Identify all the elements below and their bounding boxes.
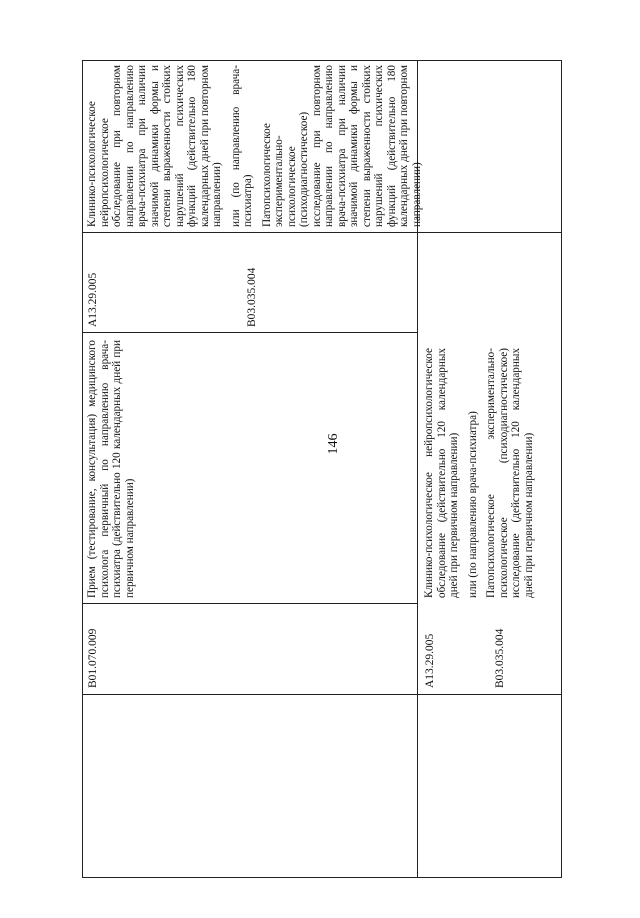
row2-description-item-3: Патопсихологическое экспериментально-психологическое (психодиагностическое) исследование (действительно 120 календарных дней при первичном направлении): [485, 348, 535, 598]
row1-code: B01.070.009: [87, 628, 99, 688]
column-divider-4: [82, 232, 562, 233]
row1-subcode-1: A13.29.005: [87, 272, 99, 327]
row2-description: [423, 348, 541, 598]
row1-description-item-3: Патопсихологическое экспериментально-психологическое (психодиагностическое) исследование при повторном направлении по направлению врача-психиатра при наличии значимой динамики формы и степени выраженности стойких нарушений психических функций (действительно 180 календарных дней при повторном направлении): [260, 65, 423, 227]
row1-service-name: Прием (тестирование, консультация) медицинского психолога первичный по направлению врача-психиатра (действительно 120 календарных дней при первичном направлении): [86, 340, 136, 598]
row1-description: [86, 65, 429, 227]
row2-description-item-2: или (по направлению врача-психиатра): [466, 411, 479, 598]
row1-description-item-2: или (по направлению врача-психиатра): [229, 65, 254, 227]
row2-code: A13.29.005: [424, 633, 436, 688]
row2-description-item-1: Клинико-психологическое нейропсихологическое обследование (действительно 120 календарных дней при первичном направлении): [423, 348, 460, 598]
column-divider-2: [82, 603, 417, 604]
services-table: [82, 60, 562, 878]
row1-subcode-2: B03.035.004: [246, 267, 258, 327]
row1-description-item-1: Клинико-психологическое нейропсихологическое обследование при повторном направлении по направлению врача-психиатра при наличии значимой динамики формы и степени выраженности стойких нарушений психических функций (действительно 180 календарных дней при повторном направлении): [86, 65, 223, 227]
column-divider-1: [82, 694, 562, 695]
column-divider-3: [82, 332, 417, 333]
page-number: 146: [326, 433, 341, 455]
row2-code-2: B03.035.004: [494, 628, 506, 688]
